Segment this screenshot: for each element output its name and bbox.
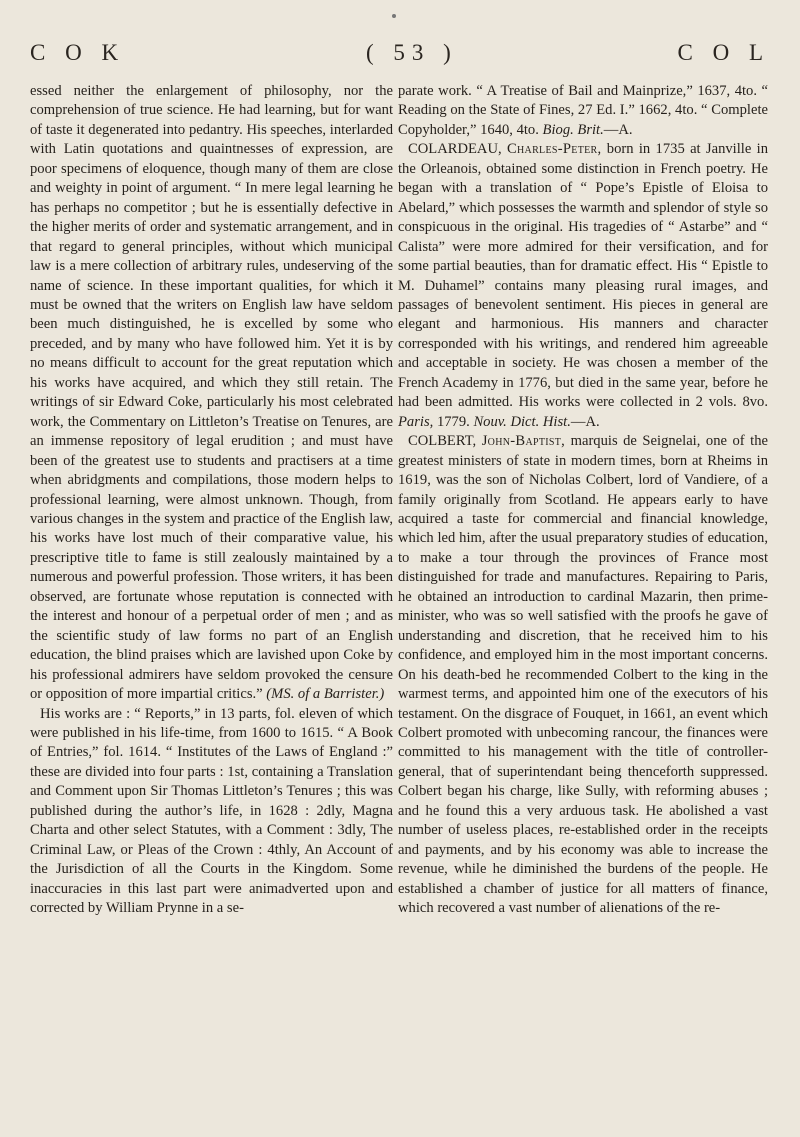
coke-assessment-paragraph (30, 82, 393, 705)
running-header (30, 40, 770, 70)
colardeau-year: 1779. (436, 413, 470, 430)
coke-assessment-source: (MS. of a Barrister.) (266, 686, 385, 703)
colardeau-headword: COLARDEAU, (408, 141, 502, 158)
colardeau-place: Paris, (398, 413, 434, 430)
colbert-entry (398, 432, 768, 918)
colardeau-source: Nouv. Dict. Hist. (473, 413, 571, 430)
coke-source: Biog. Brit. (542, 121, 604, 138)
page-number: ( 53 ) (366, 40, 458, 65)
printer-mark (392, 14, 396, 18)
colardeau-entry (398, 140, 768, 432)
coke-works-continuation-text: parate work. “ A Treatise of Bail and Mainprize,” 1637, 4to. “ Reading on the State of Fines, 27 Ed. I.” 1662, 4to. “ Complete Copyholder,” 1640, 4to. (398, 83, 768, 138)
coke-author-mark: —A. (603, 121, 633, 138)
coke-works-paragraph: His works are : “ Reports,” in 13 parts, fol. eleven of which were published in his life-time, from 1600 to 1615. “ A Book of Entries,” fol. 1614. “ Institutes of the Laws of England :” these are divided into four parts : 1st, containing a Translation and Comment upon Sir Thomas Littleton’s Tenures ; this was published during the author’s life, in 1628 : 2dly, Magna Charta and other select Statutes, with a Comment : 3dly, The Criminal Law, or Pleas of the Crown : 4thly, An Account of the Jurisdiction of all the Courts in the Kingdom. Some inaccuracies in this last part were animadverted upon and corrected by William Prynne in a se- (30, 705, 393, 917)
coke-assessment-text: essed neither the enlargement of philosophy, nor the comprehension of true science. He had learning, but for want of taste it degenerated into pedantry. His speeches, interlarded with Latin quotations and quaintnesses of expression, are poor specimens of eloquence, though many of them are close and weighty in point of argument. “ In mere legal learning he has perhaps no competitor ; but he is essentially defective in the higher merits of order and systematic arrangement, and in that regard to general principles, without which municipal law is a mere collection of arbitrary rules, undeserving of the name of science. In these important qualities, for which it must be owned that the writers on English law have seldom been much distinguished, he is excelled by some who preceded, and by many who have followed him. Yet it is by no means difficult to account for the great reputation which his works have acquired, and which they still retain. The writings of sir Edward Coke, particularly his most celebrated work, the Commentary on Littleton’s Treatise on Tenures, are an immense repository of legal erudition ; and must have been of the greatest use to students and practisers at a time when abridgments and compilations, those modern helps to professional learning, were almost unknown. Though, from various changes in the system and practice of the English law, his works have lost much of their comparative value, his prescriptive title to fame is still zealously maintained by a numerous and powerful profession. Those writers, it has been observed, are fortunate whose reputation is connected with the interest and honour of a perpetual order of men ; and as the scientific study of law forms no part of an English education, the blind praises which are lavished upon Coke by his professional admirers have seldom provoked the censure or opposition of more impartial critics.” (30, 83, 393, 703)
colardeau-author-mark: —A. (570, 413, 600, 430)
right-column (398, 82, 768, 918)
header-right: C O L (677, 40, 770, 65)
header-left: C O K (30, 40, 126, 65)
coke-works-continuation (398, 82, 768, 140)
colbert-headword: COLBERT, (408, 433, 477, 450)
colbert-text: marquis de Seignelai, one of the greatest ministers of state in modern times, born at Rheims in 1619, was the son of Nicholas Colbert, lord of Vandiere, of a family originally from Scotland. He appears early to have acquired a taste for commercial and financial knowledge, which led him, after the usual preparatory studies of education, to make a tour through the provinces of France most distinguished for trade and manufactures. Repairing to Paris, he obtained an introduction to cardinal Mazarin, then prime-minister, who was so well satisfied with the proofs he gave of understanding and discretion, that he received him to his confidence, and employed him in the most important concerns. On his death-bed he recommended Colbert to the king in the warmest terms, and appointed him one of the executors of his testament. On the disgrace of Fouquet, in 1661, an event which Colbert promoted with unbecoming rancour, the finances were committed to his management with the title of controller-general, that of superintendant being thenceforth suppressed. Colbert began his charge, like Sully, with reforming abuses ; and he found this a very arduous task. He abolished a vast number of useless places, re-established order in the receipts and payments, and by his economy was able to increase the revenue, while he diminished the burdens of the people. He established a chamber of justice for all matters of finance, which recovered a vast number of alienations of the re- (398, 433, 768, 917)
left-column (30, 82, 393, 918)
colardeau-forenames: Charles-Peter, (507, 141, 602, 158)
colbert-forenames: John-Baptist, (481, 433, 566, 450)
colardeau-text: born in 1735 at Janville in the Orleanois, obtained some distinction in French poetry. He began with a translation of “ Pope’s Epistle of Eloisa to Abelard,” which possesses the warmth and splendor of style so conspicuous in the original. His tragedies of “ Astarbe” and “ Calista” were more admired for their versification, and for some partial beauties, than for dramatic effect. His “ Epistle to M. Duhamel” contains many pleasing rural images, and passages of benevolent sentiment. His pieces in general are elegant and harmonious. His manners and character corresponded with his writings, and rendered him agreeable and acceptable in society. He was chosen a member of the French Academy in 1776, but died in the same year, before he had been admitted. His works were collected in 2 vols. 8vo. (398, 141, 769, 411)
